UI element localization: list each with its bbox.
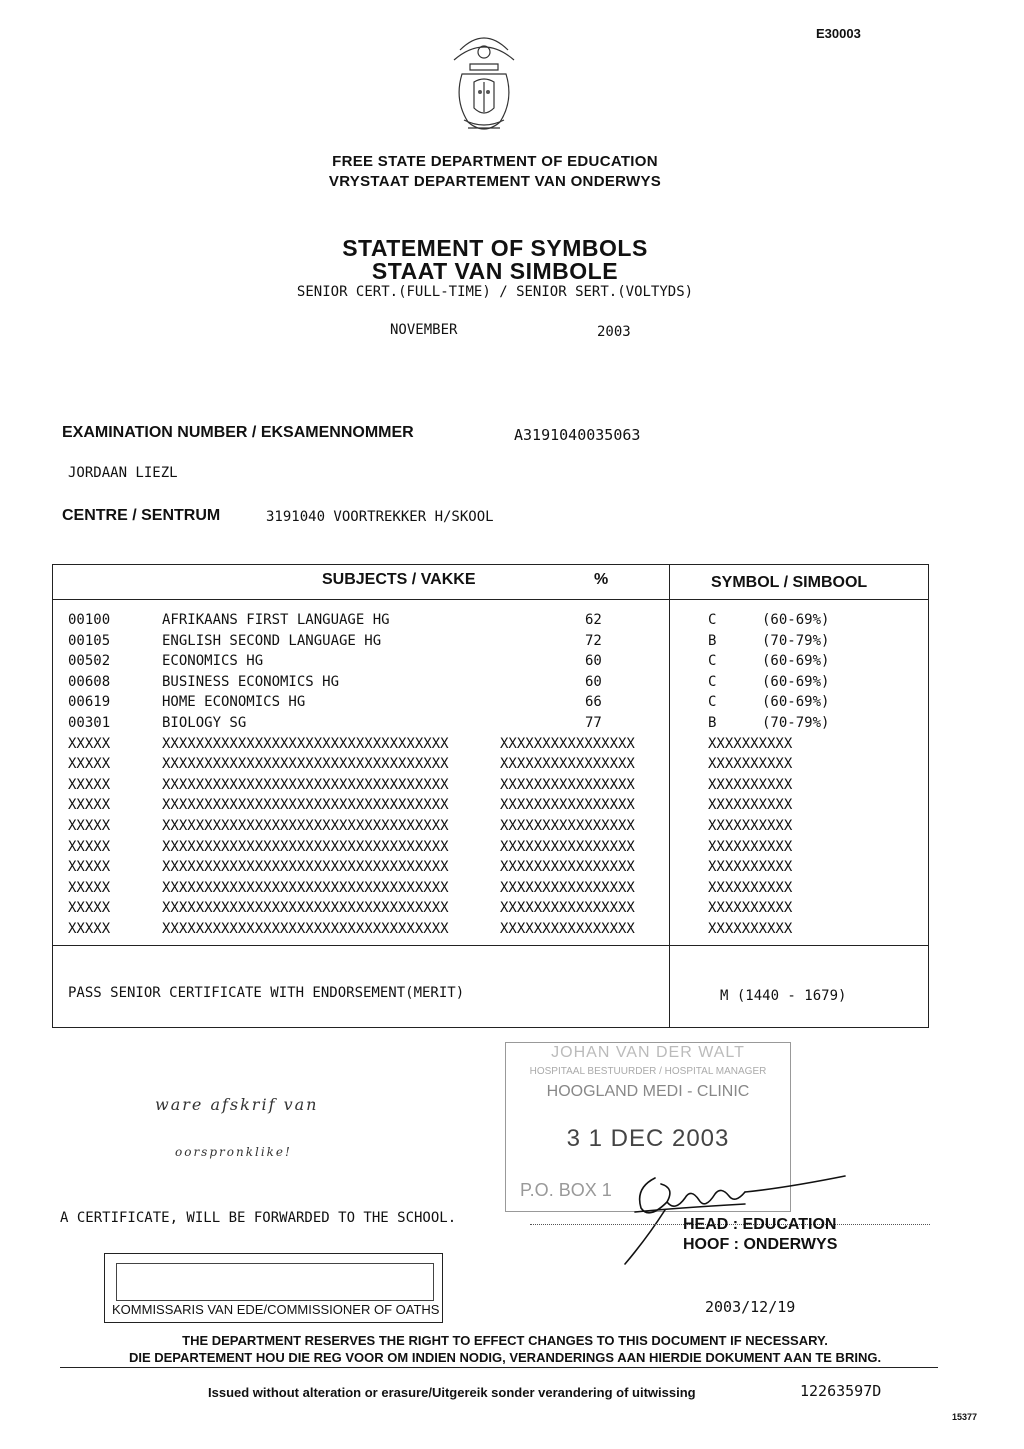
symbol-column-header: SYMBOL / SIMBOOL bbox=[711, 574, 868, 591]
subject-code: 00502 bbox=[68, 653, 111, 670]
centre-value: 3191040 VOORTREKKER H/SKOOL bbox=[266, 509, 494, 525]
subject-symbol: C bbox=[708, 694, 717, 711]
certificate-type: SENIOR CERT.(FULL-TIME) / SENIOR SERT.(VOLTYDS) bbox=[296, 284, 694, 300]
subject-percent: 62 bbox=[585, 612, 602, 628]
exam-month: NOVEMBER bbox=[390, 322, 458, 338]
filler-percent: XXXXXXXXXXXXXXXX bbox=[500, 756, 635, 773]
subject-code: 00100 bbox=[68, 612, 111, 628]
head-title-en: HEAD : EDUCATION bbox=[683, 1216, 837, 1233]
filler-percent: XXXXXXXXXXXXXXXX bbox=[500, 735, 635, 752]
handwritten-note-line-1: ware afskrif van bbox=[155, 1095, 319, 1114]
centre-label: CENTRE / SENTRUM bbox=[62, 507, 221, 524]
subject-code: 00301 bbox=[68, 715, 111, 731]
subject-name: ENGLISH SECOND LANGUAGE HG bbox=[162, 632, 382, 649]
filler-percent: XXXXXXXXXXXXXXXX bbox=[500, 797, 635, 814]
issued-notice: Issued without alteration or erasure/Uitgereik sonder verandering of uitwissing bbox=[208, 1385, 696, 1400]
forward-notice: A CERTIFICATE, WILL BE FORWARDED TO THE SCHOOL. bbox=[60, 1210, 457, 1226]
document-title-en: STATEMENT OF SYMBOLS bbox=[342, 235, 648, 261]
filler-code: XXXXX bbox=[68, 859, 111, 876]
subject-percent: 72 bbox=[585, 632, 602, 649]
subject-symbol: C bbox=[708, 653, 717, 670]
subject-name: HOME ECONOMICS HG bbox=[162, 694, 306, 711]
document-code: E30003 bbox=[816, 26, 861, 41]
department-name-af: VRYSTAAT DEPARTEMENT VAN ONDERWYS bbox=[328, 173, 662, 190]
stamp-organization: HOOGLAND MEDI - CLINIC bbox=[546, 1083, 750, 1100]
filler-name: XXXXXXXXXXXXXXXXXXXXXXXXXXXXXXXXXX bbox=[162, 797, 449, 814]
subject-code: 00105 bbox=[68, 632, 111, 649]
filler-symbol: XXXXXXXXXX bbox=[708, 797, 793, 814]
stamp-title: HOSPITAAL BESTUURDER / HOSPITAL MANAGER bbox=[529, 1066, 767, 1077]
issue-date: 2003/12/19 bbox=[705, 1298, 796, 1316]
filler-code: XXXXX bbox=[68, 879, 111, 896]
filler-code: XXXXX bbox=[68, 797, 111, 814]
commissioner-label: KOMMISSARIS VAN EDE/COMMISSIONER OF OATHS bbox=[112, 1302, 440, 1317]
filler-name: XXXXXXXXXXXXXXXXXXXXXXXXXXXXXXXXXX bbox=[162, 900, 449, 917]
filler-percent: XXXXXXXXXXXXXXXX bbox=[500, 859, 635, 876]
filler-name: XXXXXXXXXXXXXXXXXXXXXXXXXXXXXXXXXX bbox=[162, 838, 449, 855]
filler-symbol: XXXXXXXXXX bbox=[708, 879, 793, 896]
subject-range: (60-69%) bbox=[762, 694, 830, 711]
subject-range: (70-79%) bbox=[762, 715, 830, 731]
subject-symbol: C bbox=[708, 673, 717, 690]
filler-name: XXXXXXXXXXXXXXXXXXXXXXXXXXXXXXXXXX bbox=[162, 735, 449, 752]
stamp-date: 3 1 DEC 2003 bbox=[566, 1125, 730, 1152]
percent-column-header: % bbox=[594, 571, 609, 588]
head-title-af: HOOF : ONDERWYS bbox=[683, 1236, 838, 1253]
filler-percent: XXXXXXXXXXXXXXXX bbox=[500, 900, 635, 917]
filler-symbol: XXXXXXXXXX bbox=[708, 859, 793, 876]
subject-range: (60-69%) bbox=[762, 653, 830, 670]
document-title-af: STAAT VAN SIMBOLE bbox=[371, 258, 619, 284]
subject-name: AFRIKAANS FIRST LANGUAGE HG bbox=[162, 612, 390, 628]
subject-code: 00608 bbox=[68, 673, 111, 690]
department-name-en: FREE STATE DEPARTMENT OF EDUCATION bbox=[332, 153, 658, 170]
filler-name: XXXXXXXXXXXXXXXXXXXXXXXXXXXXXXXXXX bbox=[162, 776, 449, 793]
exam-year: 2003 bbox=[597, 324, 631, 340]
filler-code: XXXXX bbox=[68, 838, 111, 855]
header-divider bbox=[52, 599, 929, 600]
result-description: PASS SENIOR CERTIFICATE WITH ENDORSEMENT(MERIT) bbox=[68, 985, 465, 1001]
filler-symbol: XXXXXXXXXX bbox=[708, 756, 793, 773]
coat-of-arms-emblem bbox=[440, 30, 528, 138]
filler-symbol: XXXXXXXXXX bbox=[708, 735, 793, 752]
subjects-column-header: SUBJECTS / VAKKE bbox=[322, 571, 476, 588]
subject-code: 00619 bbox=[68, 694, 111, 711]
subject-percent: 66 bbox=[585, 694, 602, 711]
subject-range: (70-79%) bbox=[762, 632, 830, 649]
disclaimer-divider bbox=[60, 1367, 938, 1368]
stamp-name: JOHAN VAN DER WALT bbox=[551, 1044, 745, 1061]
filler-code: XXXXX bbox=[68, 756, 111, 773]
filler-percent: XXXXXXXXXXXXXXXX bbox=[500, 879, 635, 896]
filler-symbol: XXXXXXXXXX bbox=[708, 818, 793, 834]
subject-percent: 77 bbox=[585, 715, 602, 731]
filler-name: XXXXXXXXXXXXXXXXXXXXXXXXXXXXXXXXXX bbox=[162, 879, 449, 896]
footer-divider bbox=[52, 945, 929, 946]
candidate-name: JORDAAN LIEZL bbox=[68, 465, 178, 481]
page-code: 15377 bbox=[952, 1412, 978, 1422]
filler-symbol: XXXXXXXXXX bbox=[708, 838, 793, 855]
filler-name: XXXXXXXXXXXXXXXXXXXXXXXXXXXXXXXXXX bbox=[162, 818, 449, 834]
filler-percent: XXXXXXXXXXXXXXXX bbox=[500, 776, 635, 793]
exam-number-value: A3191040035063 bbox=[514, 426, 641, 444]
subject-percent: 60 bbox=[585, 673, 602, 690]
handwritten-note-line-2: oorspronklike! bbox=[175, 1145, 292, 1159]
filler-percent: XXXXXXXXXXXXXXXX bbox=[500, 838, 635, 855]
filler-code: XXXXX bbox=[68, 921, 111, 937]
exam-number-label: EXAMINATION NUMBER / EKSAMENNOMMER bbox=[62, 424, 414, 441]
filler-symbol: XXXXXXXXXX bbox=[708, 900, 793, 917]
disclaimer-af: DIE DEPARTEMENT HOU DIE REG VOOR OM INDIEN NODIG, VERANDERINGS AAN HIERDIE DOKUMENT AAN TE BRING. bbox=[128, 1350, 882, 1365]
stamp-address: P.O. BOX 1 bbox=[520, 1180, 612, 1200]
filler-symbol: XXXXXXXXXX bbox=[708, 921, 793, 937]
filler-percent: XXXXXXXXXXXXXXXX bbox=[500, 818, 635, 834]
subject-name: ECONOMICS HG bbox=[162, 653, 264, 670]
subject-symbol: C bbox=[708, 612, 717, 628]
filler-symbol: XXXXXXXXXX bbox=[708, 776, 793, 793]
subject-symbol: B bbox=[708, 632, 717, 649]
filler-code: XXXXX bbox=[68, 818, 111, 834]
subject-name: BUSINESS ECONOMICS HG bbox=[162, 673, 340, 690]
commissioner-signature-area bbox=[116, 1263, 434, 1301]
filler-name: XXXXXXXXXXXXXXXXXXXXXXXXXXXXXXXXXX bbox=[162, 921, 449, 937]
column-divider bbox=[669, 564, 670, 1028]
subject-range: (60-69%) bbox=[762, 673, 830, 690]
serial-number: 12263597D bbox=[800, 1382, 882, 1400]
subject-name: BIOLOGY SG bbox=[162, 715, 247, 731]
filler-name: XXXXXXXXXXXXXXXXXXXXXXXXXXXXXXXXXX bbox=[162, 756, 449, 773]
filler-name: XXXXXXXXXXXXXXXXXXXXXXXXXXXXXXXXXX bbox=[162, 859, 449, 876]
filler-code: XXXXX bbox=[68, 735, 111, 752]
result-symbol: M (1440 - 1679) bbox=[720, 988, 847, 1004]
subject-percent: 60 bbox=[585, 653, 602, 670]
subject-symbol: B bbox=[708, 715, 717, 731]
filler-code: XXXXX bbox=[68, 776, 111, 793]
disclaimer-en: THE DEPARTMENT RESERVES THE RIGHT TO EFFECT CHANGES TO THIS DOCUMENT IF NECESSARY. bbox=[182, 1333, 828, 1348]
subject-range: (60-69%) bbox=[762, 612, 830, 628]
filler-code: XXXXX bbox=[68, 900, 111, 917]
filler-percent: XXXXXXXXXXXXXXXX bbox=[500, 921, 635, 937]
